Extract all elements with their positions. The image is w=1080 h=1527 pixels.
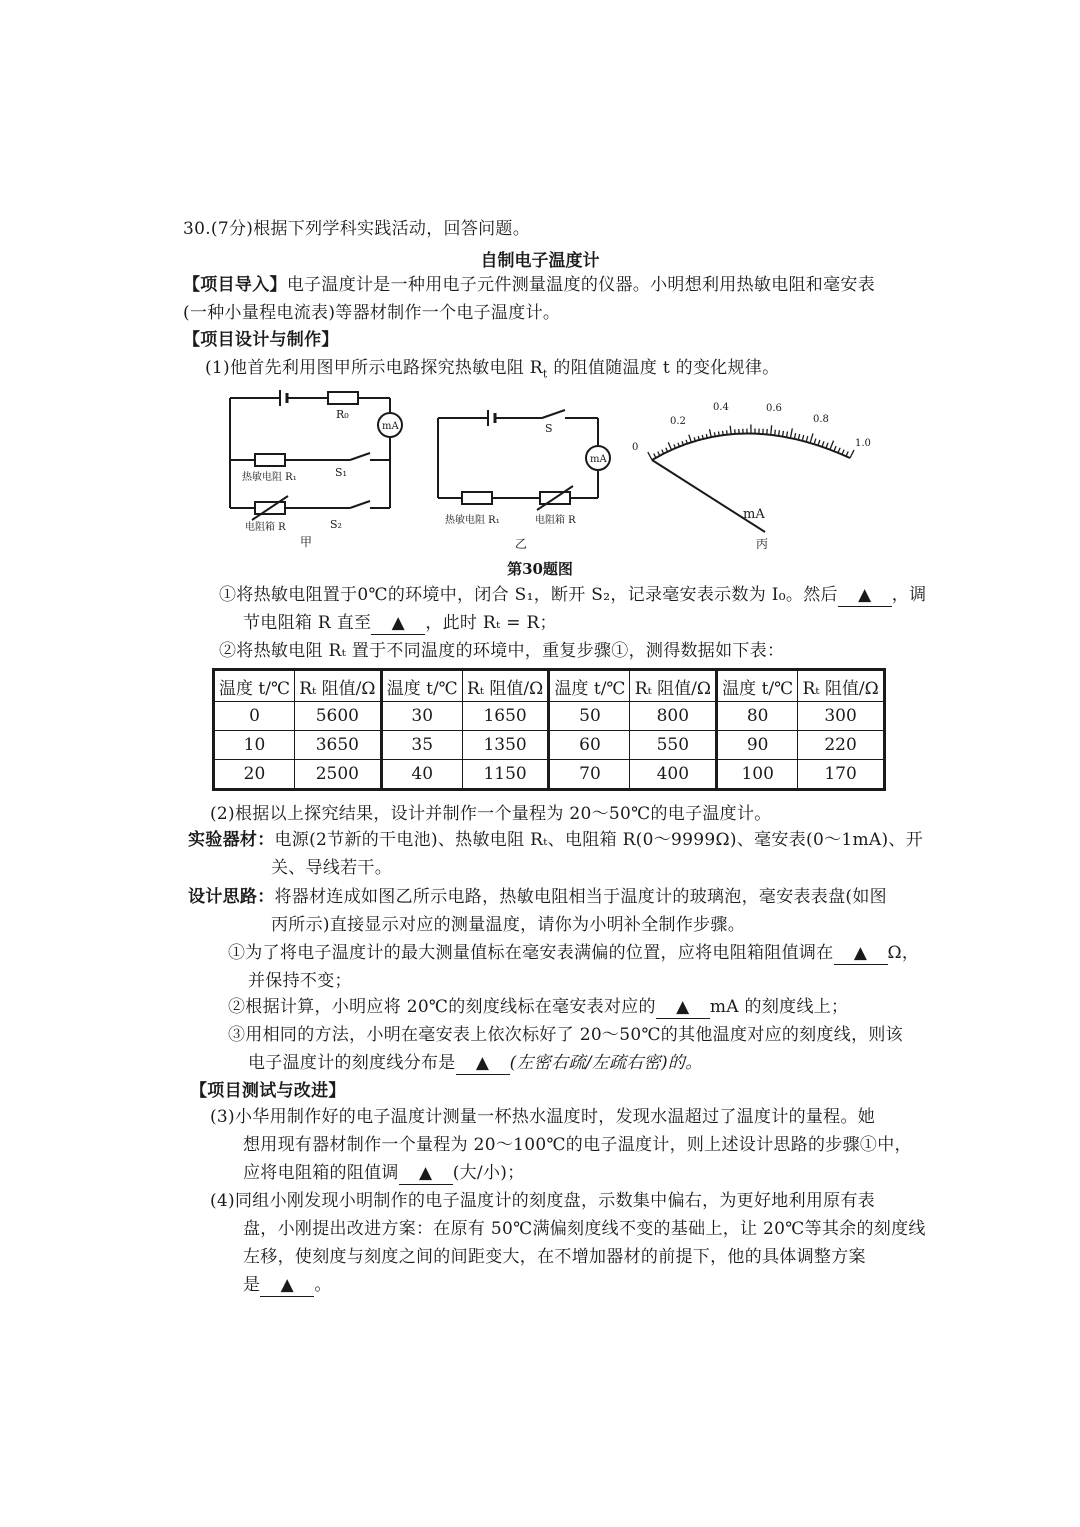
table-header-row bbox=[214, 670, 885, 702]
table-cell: 10 bbox=[214, 731, 295, 760]
materials-tag: 实验器材： bbox=[188, 830, 275, 850]
table-cell: 1650 bbox=[462, 702, 549, 731]
design-step2-unit: mA 的刻度线上； bbox=[709, 997, 849, 1017]
figure-30 bbox=[220, 388, 900, 560]
meter-tick bbox=[775, 430, 776, 435]
design-step3-options: (左密右疏/左疏右密)的。 bbox=[509, 1053, 703, 1073]
table-cell: 400 bbox=[630, 760, 717, 790]
meter-tick bbox=[795, 433, 796, 438]
design-step3-line-2 bbox=[248, 1052, 703, 1075]
table-cell: 70 bbox=[549, 760, 630, 790]
part2-line: (2)根据以上探究结果，设计并制作一个量程为 20～50℃的电子温度计。 bbox=[210, 804, 772, 824]
step1-line-1 bbox=[219, 584, 926, 607]
yi-thermistor-label: 热敏电阻 R₁ bbox=[445, 515, 500, 526]
bing-label: 丙 bbox=[756, 537, 769, 551]
materials-line-1 bbox=[188, 829, 923, 851]
table-cell: 50 bbox=[549, 702, 630, 731]
part4-line-1: (4)同组小刚发现小明制作的电子温度计的刻度盘，示数集中偏右，为更好地利用原有表 bbox=[210, 1191, 876, 1211]
step2-line: ②将热敏电阻 Rₜ 置于不同温度的环境中，重复步骤①，测得数据如下表： bbox=[219, 641, 785, 661]
tick-0.2: 0.2 bbox=[670, 416, 686, 427]
table-cell: 60 bbox=[549, 731, 630, 760]
jia-r0-label: R₀ bbox=[336, 408, 349, 421]
jia-thermistor-label: 热敏电阻 R₁ bbox=[242, 472, 297, 483]
data-table bbox=[212, 668, 886, 791]
intro-text-1: 电子温度计是一种用电子元件测量温度的仪器。小明想利用热敏电阻和毫安表 bbox=[286, 275, 876, 295]
answer-blank-5[interactable]: ▲ bbox=[456, 1052, 510, 1075]
test-tag: 【项目测试与改进】 bbox=[190, 1081, 346, 1101]
table-cell: 1350 bbox=[462, 731, 549, 760]
materials-line-2: 关、导线若干。 bbox=[271, 858, 393, 878]
meter-tick bbox=[799, 434, 800, 439]
part1-text: (1)他首先利用图甲所示电路探究热敏电阻 R bbox=[205, 358, 543, 378]
meter-tick bbox=[802, 435, 803, 440]
table-cell: 0 bbox=[214, 702, 295, 731]
tick-0.6: 0.6 bbox=[766, 403, 782, 414]
part4-line-3: 左移，使刻度与刻度之间的间距变大，在不增加器材的前提下，他的具体调整方案 bbox=[243, 1247, 866, 1267]
answer-blank-4[interactable]: ▲ bbox=[656, 996, 710, 1019]
table-cell: 35 bbox=[381, 731, 462, 760]
answer-blank-3[interactable]: ▲ bbox=[834, 942, 888, 965]
table-body bbox=[214, 702, 885, 790]
meter-tick bbox=[830, 441, 833, 449]
table-cell: 90 bbox=[717, 731, 798, 760]
step1-text-c: 节电阻箱 R 直至 bbox=[243, 613, 372, 633]
meter-tick bbox=[846, 452, 848, 456]
meter-tick bbox=[723, 431, 724, 436]
jia-s1-label: S₁ bbox=[335, 466, 347, 479]
table-header-cell: Rₜ 阻值/Ω bbox=[798, 670, 885, 702]
table-header-cell: Rₜ 阻值/Ω bbox=[630, 670, 717, 702]
answer-blank-6[interactable]: ▲ bbox=[399, 1162, 453, 1185]
table-cell: 40 bbox=[381, 760, 462, 790]
meter-tick bbox=[814, 439, 816, 444]
meter-tick bbox=[822, 441, 824, 446]
bing-unit: mA bbox=[743, 507, 765, 522]
tick-0.8: 0.8 bbox=[813, 414, 829, 425]
meter-tick bbox=[727, 430, 728, 435]
idea-tag: 设计思路： bbox=[188, 887, 275, 907]
design-step1-unit: Ω， bbox=[887, 943, 920, 963]
intro-line-1 bbox=[183, 274, 875, 296]
question-title: 自制电子温度计 bbox=[480, 251, 600, 271]
step1-text-d: ，此时 Rₜ = R； bbox=[425, 613, 557, 633]
table-header-cell: Rₜ 阻值/Ω bbox=[462, 670, 549, 702]
part3-options: (大/小)； bbox=[452, 1163, 525, 1183]
table-cell: 20 bbox=[214, 760, 295, 790]
design-step1-line bbox=[228, 942, 919, 965]
meter-tick bbox=[791, 428, 793, 437]
table-header-cell: 温度 t/℃ bbox=[214, 670, 295, 702]
figure-caption: 第30题图 bbox=[507, 560, 573, 578]
meter-tick bbox=[834, 446, 836, 451]
design-step1-line-2: 并保持不变； bbox=[248, 971, 352, 991]
intro-line-2: (一种小量程电流表)等器材制作一个电子温度计。 bbox=[183, 303, 561, 323]
table-cell: 220 bbox=[798, 731, 885, 760]
table-cell: 550 bbox=[630, 731, 717, 760]
intro-tag: 【项目导入】 bbox=[183, 275, 287, 295]
part1-tail: 的阻值随温度 t 的变化规律。 bbox=[547, 358, 780, 378]
circuit-yi bbox=[438, 410, 610, 510]
part4-line-4 bbox=[243, 1274, 332, 1297]
design-step2-line bbox=[228, 996, 848, 1019]
meter-tick bbox=[718, 432, 719, 437]
table-cell: 100 bbox=[717, 760, 798, 790]
table-cell: 3650 bbox=[294, 731, 381, 760]
idea-line-2: 丙所示)直接显示对应的测量温度，请你为小明补全制作步骤。 bbox=[271, 915, 746, 935]
table-cell: 30 bbox=[381, 702, 462, 731]
design-step2-text: ②根据计算，小明应将 20℃的刻度线标在毫安表对应的 bbox=[228, 997, 656, 1017]
table-row bbox=[214, 760, 885, 790]
table-cell: 80 bbox=[717, 702, 798, 731]
step1-text-b: ，调 bbox=[891, 585, 927, 605]
answer-blank-7[interactable]: ▲ bbox=[260, 1274, 314, 1297]
meter-tick bbox=[783, 431, 784, 436]
meter-tick bbox=[787, 432, 788, 437]
table-cell: 2500 bbox=[294, 760, 381, 790]
part4-line-2: 盘，小刚提出改进方案：在原有 50℃满偏刻度线不变的基础上，让 20℃等其余的刻度线 bbox=[243, 1219, 926, 1239]
design-step1-text: ①为了将电子温度计的最大测量值标在毫安表满偏的位置，应将电阻箱阻值调在 bbox=[228, 943, 834, 963]
meter-tick bbox=[838, 448, 840, 453]
part4-text: 是 bbox=[243, 1275, 261, 1295]
part3-text: 应将电阻箱的阻值调 bbox=[243, 1163, 399, 1183]
part3-line-2: 想用现有器材制作一个量程为 20～100℃的电子温度计，则上述设计思路的步骤①中， bbox=[243, 1135, 912, 1155]
table-header-cell: 温度 t/℃ bbox=[549, 670, 630, 702]
table-cell: 800 bbox=[630, 702, 717, 731]
tick-0.4: 0.4 bbox=[713, 402, 729, 413]
table-header-cell: 温度 t/℃ bbox=[381, 670, 462, 702]
meter-tick bbox=[826, 443, 828, 448]
jia-label: 甲 bbox=[300, 535, 313, 549]
yi-box-label: 电阻箱 R bbox=[535, 515, 576, 526]
step1-text-a: ①将热敏电阻置于0℃的环境中，闭合 S₁，断开 S₂，记录毫安表示数为 I₀。然后 bbox=[219, 585, 838, 605]
tick-1.0: 1.0 bbox=[855, 438, 871, 449]
circuit-jia bbox=[230, 390, 402, 520]
part3-line-3 bbox=[243, 1162, 525, 1185]
tick-0: 0 bbox=[632, 442, 639, 453]
design-step3-line-1: ③用相同的方法，小明在毫安表上依次标好了 20～50℃的其他温度对应的刻度线，则该 bbox=[228, 1025, 903, 1045]
table-header-cell: 温度 t/℃ bbox=[717, 670, 798, 702]
table-row bbox=[214, 702, 885, 731]
meter-tick bbox=[850, 450, 854, 458]
meter-tick bbox=[810, 433, 813, 442]
yi-meter-label: mA bbox=[590, 454, 607, 465]
part1-line bbox=[205, 357, 779, 385]
jia-meter-label: mA bbox=[382, 421, 399, 432]
jia-s2-label: S₂ bbox=[330, 518, 342, 531]
meter-tick bbox=[771, 425, 772, 434]
meter-tick bbox=[668, 442, 672, 450]
answer-blank-2[interactable]: ▲ bbox=[371, 612, 425, 635]
table-cell: 170 bbox=[798, 760, 885, 790]
table-row bbox=[214, 731, 885, 760]
table-header-cell: Rₜ 阻值/Ω bbox=[294, 670, 381, 702]
design-step3-text: 电子温度计的刻度线分布是 bbox=[248, 1053, 456, 1073]
answer-blank-1[interactable]: ▲ bbox=[838, 584, 892, 607]
meter-tick bbox=[842, 450, 844, 455]
table-cell: 1150 bbox=[462, 760, 549, 790]
question-header: 30.(7分)根据下列学科实践活动，回答问题。 bbox=[183, 219, 531, 239]
meter-tick bbox=[806, 436, 807, 441]
part1-sub: t bbox=[542, 367, 548, 381]
meter-tick bbox=[779, 430, 780, 435]
design-tag: 【项目设计与制作】 bbox=[183, 330, 339, 350]
part3-line-1: (3)小华用制作好的电子温度计测量一杯热水温度时，发现水温超过了温度计的量程。她 bbox=[210, 1107, 876, 1127]
jia-box-label: 电阻箱 R bbox=[245, 522, 286, 533]
idea-line-1 bbox=[188, 886, 887, 908]
yi-s-label: S bbox=[545, 422, 553, 435]
table-cell: 300 bbox=[798, 702, 885, 731]
materials-text-1: 电源(2节新的干电池)、热敏电阻 Rₜ、电阻箱 R(0～9999Ω)、毫安表(0～1mA)、开 bbox=[274, 830, 924, 850]
part4-end: 。 bbox=[314, 1275, 332, 1295]
table-cell: 5600 bbox=[294, 702, 381, 731]
meter-tick bbox=[818, 440, 820, 445]
yi-label: 乙 bbox=[515, 537, 528, 551]
meter-tick bbox=[648, 452, 652, 460]
meter-ticks bbox=[648, 425, 854, 460]
idea-text-1: 将器材连成如图乙所示电路，热敏电阻相当于温度计的玻璃泡，毫安表表盘(如图 bbox=[274, 887, 887, 907]
step1-line-2 bbox=[243, 612, 557, 635]
